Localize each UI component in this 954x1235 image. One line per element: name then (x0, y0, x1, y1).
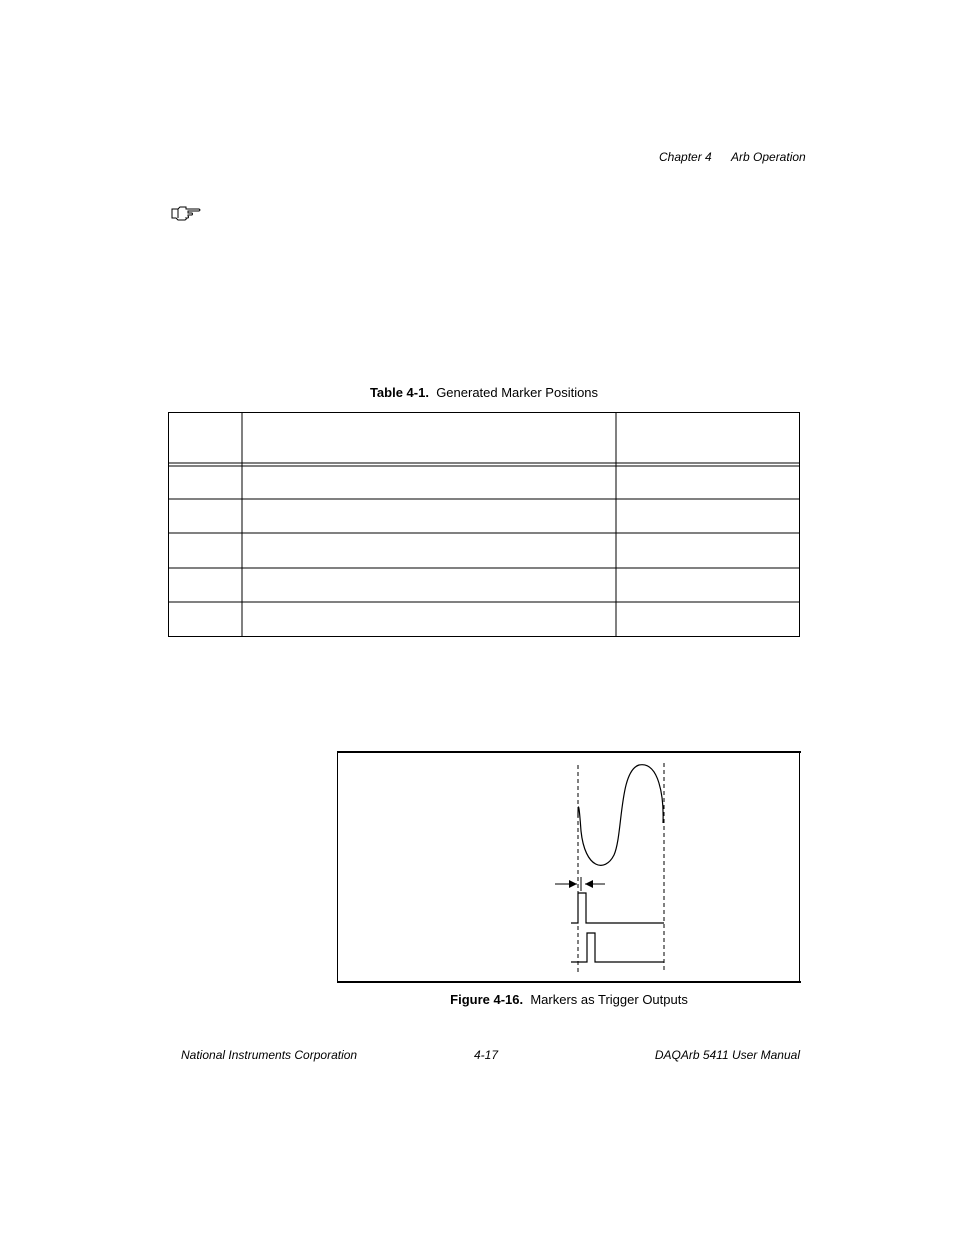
pointing-hand-icon (170, 204, 202, 222)
waveform-curve (578, 765, 663, 866)
table-caption (168, 385, 800, 400)
figure-caption-label: Figure 4-16. (450, 992, 524, 1007)
header-chapter: Chapter 4 (659, 150, 712, 164)
footer-manual-title: DAQArb 5411 User Manual (654, 1048, 800, 1062)
table-caption-title: Generated Marker Positions (436, 385, 599, 400)
table-caption-label: Table 4-1. (369, 385, 429, 400)
marker-pulse-1 (571, 893, 664, 923)
marker-pulse-2 (571, 933, 664, 962)
figure-markers-trigger-outputs (337, 751, 801, 983)
marker-positions-table (168, 412, 800, 637)
figure-caption-title: Markers as Trigger Outputs (530, 992, 688, 1007)
header-section: Arb Operation (731, 150, 806, 164)
footer-company: National Instruments Corporation (181, 1048, 358, 1062)
figure-caption (337, 992, 801, 1007)
footer-page-number: 4-17 (474, 1048, 499, 1062)
